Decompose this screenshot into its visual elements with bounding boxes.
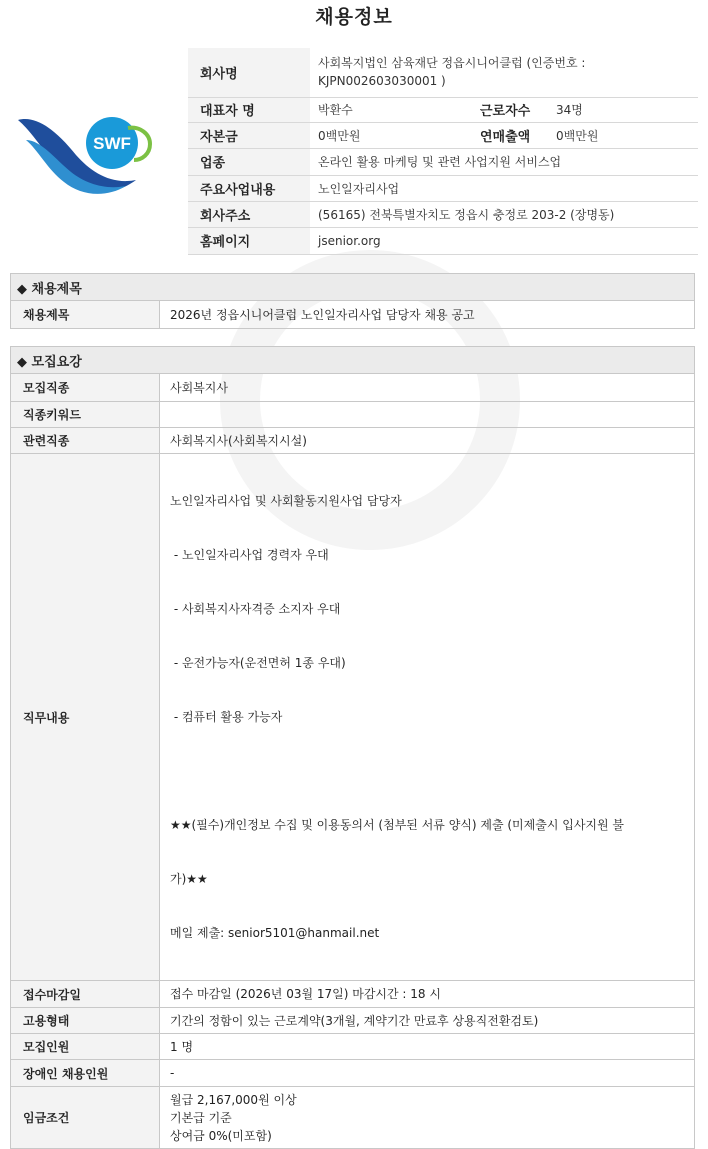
job-row — [11, 374, 695, 402]
disabled-label: 장애인 채용인원 — [11, 1060, 160, 1087]
employees-value: 34명 — [548, 97, 698, 122]
sales-value: 0백만원 — [548, 122, 698, 148]
headcount-row — [11, 1034, 695, 1060]
requirements-section — [10, 346, 695, 1149]
duty-label: 직무내용 — [11, 454, 160, 981]
ceo-value: 박환수 — [310, 97, 478, 122]
wage-line: 상여금 0%(미포함) — [170, 1128, 272, 1143]
svg-text:SWF: SWF — [93, 134, 131, 153]
capital-value: 0백만원 — [310, 122, 478, 148]
company-name-row — [188, 48, 698, 97]
keyword-row — [11, 402, 695, 428]
address-label: 회사주소 — [188, 201, 310, 227]
duty-row — [11, 454, 695, 981]
disabled-row — [11, 1060, 695, 1087]
headcount-label: 모집인원 — [11, 1034, 160, 1060]
address-value: (56165) 전북특별자치도 정읍시 충정로 203-2 (장명동) — [310, 201, 698, 227]
address-row — [188, 201, 698, 227]
recruit-title-section — [10, 273, 695, 329]
duty-line: 노인일자리사업 및 사회활동지원사업 담당자 — [170, 494, 402, 508]
duty-line — [170, 762, 684, 780]
ceo-row — [188, 97, 698, 122]
ceo-label: 대표자 명 — [188, 97, 310, 122]
business-label: 주요사업내용 — [188, 175, 310, 201]
industry-value: 온라인 활용 마케팅 및 관련 사업지원 서비스업 — [310, 148, 698, 175]
keyword-value — [160, 402, 695, 428]
company-name-value — [310, 48, 698, 97]
industry-row — [188, 148, 698, 175]
requirements-header: ◆ 모집요강 — [11, 347, 695, 374]
recruit-title-header: ◆ 채용제목 — [11, 274, 695, 301]
page-title: 채용정보 — [315, 6, 393, 28]
capital-label: 자본금 — [188, 122, 310, 148]
wage-line: 월급 2,167,000원 이상 — [170, 1092, 297, 1107]
employees-label: 근로자수 — [478, 97, 548, 122]
duty-line: ★★(필수)개인정보 수집 및 이용동의서 (첨부된 서류 양식) 제출 (미제출시 입사지원 불 — [170, 818, 625, 832]
keyword-label: 직종키워드 — [11, 402, 160, 428]
employment-value: 기간의 정함이 있는 근로계약(3개월, 계약기간 만료후 상용직전환검토) — [160, 1008, 695, 1034]
duty-line: - 사회복지사자격증 소지자 우대 — [170, 602, 341, 616]
wage-line: 기본급 기준 — [170, 1110, 232, 1125]
business-row — [188, 175, 698, 201]
headcount-value: 1 명 — [160, 1034, 695, 1060]
duty-line: - 운전가능자(운전면허 1종 우대) — [170, 656, 346, 670]
homepage-label: 홈페이지 — [188, 227, 310, 254]
company-name-line: KJPN002603030001 ) — [318, 74, 446, 89]
company-name-line: 사회복지법인 삼육재단 정읍시니어클럽 (인증번호 : — [318, 56, 586, 71]
disabled-value: - — [160, 1060, 695, 1087]
recruit-title-label: 채용제목 — [11, 301, 160, 329]
duty-line: - 노인일자리사업 경력자 우대 — [170, 548, 329, 562]
sales-label: 연매출액 — [478, 122, 548, 148]
wage-label: 임금조건 — [11, 1087, 160, 1149]
duty-line: - 컴퓨터 활용 가능자 — [170, 710, 283, 724]
related-label: 관련직종 — [11, 428, 160, 454]
deadline-row — [11, 981, 695, 1008]
job-value: 사회복지사 — [160, 374, 695, 402]
business-value: 노인일자리사업 — [310, 175, 698, 201]
swf-logo-icon — [16, 110, 156, 200]
homepage-link[interactable]: jsenior.org — [310, 227, 698, 254]
recruit-title-value: 2026년 정읍시니어클럽 노인일자리사업 담당자 채용 공고 — [160, 301, 695, 329]
duty-line: 메일 제출: senior5101@hanmail.net — [170, 926, 380, 940]
deadline-label: 접수마감일 — [11, 981, 160, 1008]
duty-line: 가)★★ — [170, 872, 208, 886]
wage-row — [11, 1087, 695, 1149]
company-info-table — [188, 48, 698, 255]
wage-value — [160, 1087, 695, 1149]
company-name-label: 회사명 — [188, 48, 310, 97]
employment-row — [11, 1008, 695, 1034]
job-label: 모집직종 — [11, 374, 160, 402]
homepage-row — [188, 227, 698, 254]
company-logo — [16, 110, 156, 200]
employment-label: 고용형태 — [11, 1008, 160, 1034]
related-row — [11, 428, 695, 454]
deadline-value: 접수 마감일 (2026년 03월 17일) 마감시간 : 18 시 — [160, 981, 695, 1008]
industry-label: 업종 — [188, 148, 310, 175]
capital-row — [188, 122, 698, 148]
related-value: 사회복지사(사회복지시설) — [160, 428, 695, 454]
duty-value — [160, 454, 695, 981]
